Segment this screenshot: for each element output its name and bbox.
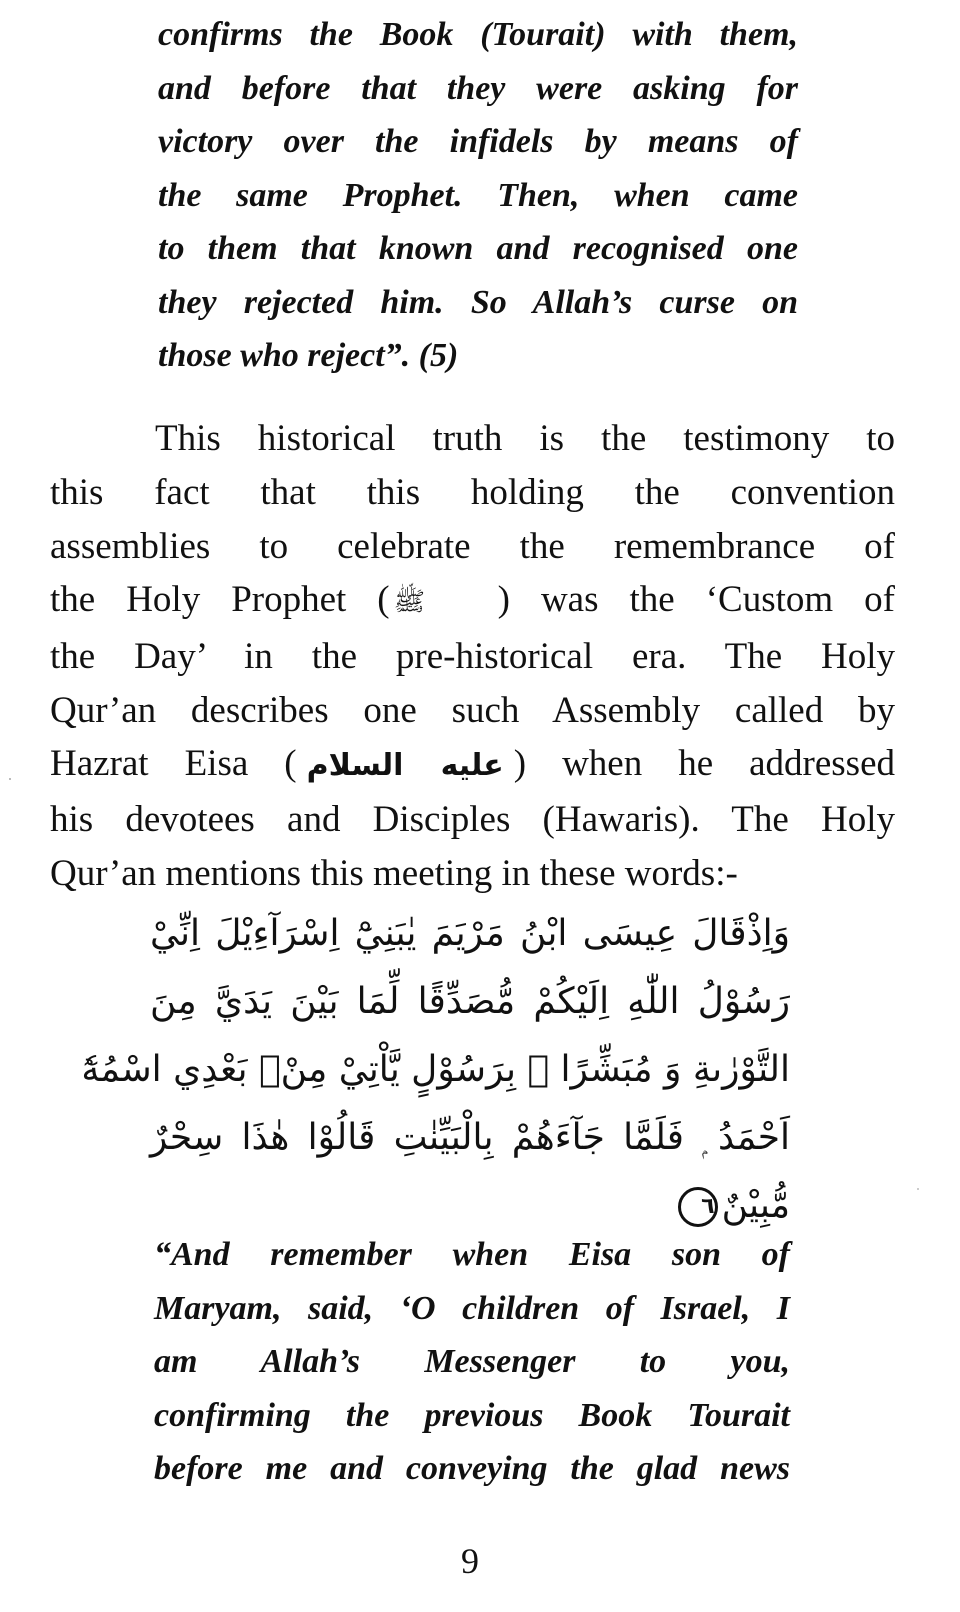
scan-speck [917, 1188, 919, 1190]
quote-bottom-line: am Allah’s Messenger to you, [154, 1343, 790, 1380]
page-number: 9 [461, 1541, 479, 1581]
ayah-text-fragment: مُّبِيْنٌ [721, 1185, 790, 1226]
quote-top-line: they rejected him. So Allah’s curse on [158, 283, 798, 321]
quote-bottom-line: before me and conveying the glad news [154, 1450, 790, 1487]
body-line: assemblies to celebrate the remembrance of [50, 525, 895, 567]
ayah-line: رَسُوْلُ اللّٰهِ اِلَيْكُمْ مُّصَدِّقًا لِّمَا بَيْنَ يَدَيَّ مِنَ [150, 981, 790, 1022]
body-text-fragment: Hazrat Eisa ( [50, 743, 297, 785]
salawat-honorific-icon: ﷺ [393, 587, 426, 617]
ayah-line: التَّوْرٰىةِ وَ مُبَشِّرًا ۢ بِرَسُوْلٍ يَّاْتِيْ مِنْۢ بَعْدِي اسْمُهٗٓ [81, 1049, 790, 1090]
body-line-with-arabic [50, 737, 895, 793]
body-line: this fact that this holding the convention [50, 471, 895, 513]
body-line: This historical truth is the testimony to [155, 418, 895, 459]
arabic-honorific: عليه السلام [306, 748, 504, 784]
body-line: the Day’ in the pre-historical era. The Holy [50, 635, 895, 677]
body-paragraph [50, 412, 895, 901]
body-text-fragment: the Holy Prophet ( [50, 579, 390, 621]
body-line-with-honorific [50, 573, 895, 629]
quote-top-line: to them that known and recognised one [158, 230, 798, 267]
body-text-fragment: ) when he addressed [513, 743, 895, 785]
quote-top-line: victory over the infidels by means of [158, 123, 798, 160]
quran-verse-arabic [81, 900, 790, 1240]
quote-bottom-line: Maryam, said, ‘O children of Israel, I [154, 1289, 790, 1327]
quote-top-line: the same Prophet. Then, when came [158, 176, 798, 214]
quote-top-line: confirms the Book (Tourait) with them, [158, 16, 798, 53]
ayah-line: اَحْمَدُ ۭ فَلَمَّا جَآءَهُمْ بِالْبَيِّنٰتِ قَالُوْا هٰذَا سِحْرٌ [150, 1117, 790, 1158]
quote-bottom-line: confirming the previous Book Tourait [154, 1396, 790, 1434]
body-line: Qur’an describes one such Assembly called by [50, 689, 895, 731]
quote-translation-bottom [154, 1228, 790, 1496]
quote-bottom-line: “And remember when Eisa son of [154, 1236, 790, 1273]
ayah-line: وَاِذْقَالَ عِيسَى ابْنُ مَرْيَمَ يٰبَنِيْٓ اِسْرَآءِيْلَ اِنِّيْ [150, 913, 790, 954]
quote-top-line: those who reject”. (5) [158, 337, 459, 374]
quote-top-line: and before that they were asking for [158, 69, 798, 107]
body-line: his devotees and Disciples (Hawaris). The Holy [50, 799, 895, 841]
verse-number-marker: ٦ [678, 1187, 718, 1227]
body-text-fragment: ) was the ‘Custom of [497, 579, 895, 621]
body-line: Qur’an mentions this meeting in these words:- [50, 852, 738, 894]
quote-translation-top [158, 8, 798, 383]
scan-speck [9, 778, 11, 780]
